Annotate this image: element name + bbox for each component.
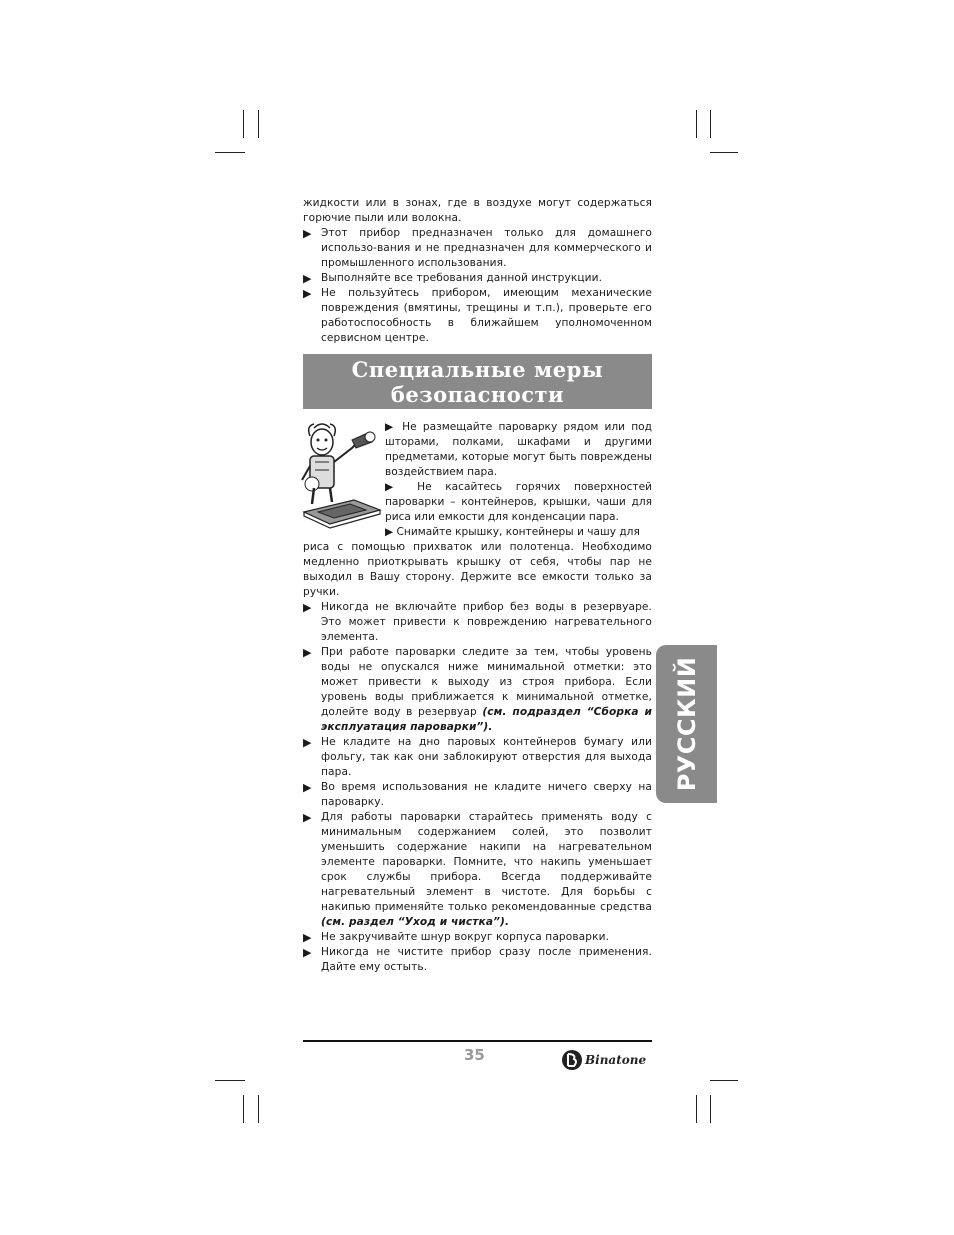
section-title: Специальные меры безопасности	[303, 354, 652, 409]
crop-mark	[696, 1095, 697, 1123]
figure-continuation: риса с помощью прихваток или полотенца. Необходимо медленно приоткрывать крышку от себя, чтобы пар не выходил в Вашу сторону. Держите все емкости только за ручки.	[303, 541, 652, 598]
crop-mark	[243, 1095, 244, 1123]
cartoon-figure-illustration	[300, 418, 382, 530]
main-block	[303, 540, 652, 975]
language-tab: РУССКИЙ	[656, 645, 717, 803]
brand-logo-icon	[561, 1049, 583, 1071]
list-item: ▶ Никогда не включайте прибор без воды в резервуаре. Это может привести к повреждению нагревательного элемента.	[303, 601, 652, 643]
crop-mark	[710, 110, 711, 138]
figure-text-3: ▶ Снимайте крышку, контейнеры и чашу для	[385, 526, 640, 538]
list-item: ▶ Не закручивайте шнур вокруг корпуса пароварки.	[303, 931, 610, 944]
crop-mark	[710, 1095, 711, 1123]
brand-name: Binatone	[585, 1053, 647, 1067]
list-item: ▶ При работе пароварки следите за тем, чтобы уровень воды не опускался ниже минимальной отметки: это может привести к выходу из строя прибора. Если уровень воды приближается к минимальной отметке, долейте воду в резервуар (см. подраздел “Сборка и эксплуатация пароварки”).	[303, 646, 652, 733]
arrow-icon: ▶	[303, 646, 312, 659]
arrow-icon: ▶	[303, 811, 312, 824]
figure-text-2: ▶ Не касайтесь горячих поверхностей пароварки – контейнеров, крышки, чаши для риса или емкости для конденсации пара.	[385, 481, 652, 523]
crop-mark	[215, 1080, 245, 1081]
page-number: 35	[464, 1046, 485, 1064]
list-item: ▶ Выполняйте все требования данной инструкции.	[303, 272, 603, 285]
intro-block	[303, 196, 652, 346]
crop-mark	[696, 110, 697, 138]
arrow-icon: ▶	[303, 287, 312, 300]
brand-logo	[561, 1049, 653, 1073]
crop-mark	[710, 152, 738, 153]
arrow-icon: ▶	[303, 227, 312, 240]
list-item: ▶ Во время использования не кладите ничего сверху на пароварку.	[303, 781, 652, 808]
crop-mark	[258, 1095, 259, 1123]
list-item: ▶ Не кладите на дно паровых контейнеров бумагу или фольгу, так как они заблокируют отверстия для выхода пара.	[303, 736, 652, 778]
list-item: ▶ Этот прибор предназначен только для домашнего использо-вания и не предназначен для коммерческого и промышленного использования.	[303, 227, 652, 269]
arrow-icon: ▶	[303, 601, 312, 614]
list-item: ▶ Не пользуйтесь прибором, имеющим механические повреждения (вмятины, трещины и т.п.), проверьте его работоспособность в ближайшем уполномоченном сервисном центре.	[303, 287, 652, 344]
cross-reference: (см. подраздел “Сборка и эксплуатация пароварки”).	[321, 706, 652, 733]
arrow-icon: ▶	[303, 736, 312, 749]
figure-text-1: ▶ Не размещайте пароварку рядом или под шторами, полками, шкафами и другими предметами, которые могут быть повреждены воздействием пара.	[385, 421, 652, 478]
arrow-icon: ▶	[303, 931, 312, 944]
arrow-icon: ▶	[303, 946, 312, 959]
cross-reference: (см. раздел “Уход и чистка”).	[321, 916, 510, 928]
crop-mark	[258, 110, 259, 138]
arrow-icon: ▶	[303, 781, 312, 794]
footer-rule	[303, 1040, 652, 1042]
crop-mark	[215, 152, 245, 153]
list-item: ▶ Никогда не чистите прибор сразу после применения. Дайте ему остыть.	[303, 946, 652, 973]
arrow-icon: ▶	[303, 272, 312, 285]
crop-mark	[243, 110, 244, 138]
crop-mark	[710, 1080, 738, 1081]
intro-text: жидкости или в зонах, где в воздухе могут содержаться горючие пыли или волокна.	[303, 197, 652, 224]
list-item: ▶ Для работы пароварки старайтесь применять воду с минимальным содержанием солей, это позволит уменьшить содержание накипи на нагревательном элементе пароварки. Помните, что накипь уменьшает срок службы прибора. Всегда поддерживайте нагревательный элемент в чистоте. Для борьбы с накипью применяйте только рекомендованные средства (см. раздел “Уход и чистка”).	[303, 811, 652, 928]
